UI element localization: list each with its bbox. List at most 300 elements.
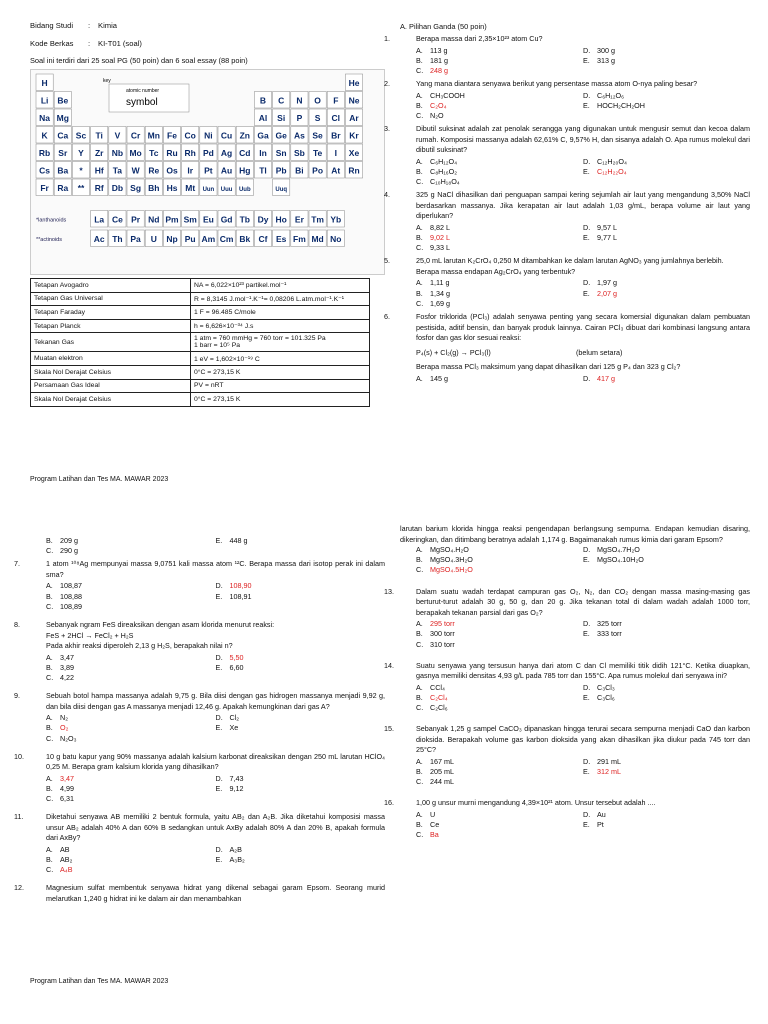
svg-text:Md: Md [311, 234, 324, 244]
option-letter: D. [583, 373, 591, 383]
answer-option [583, 374, 750, 384]
correct-answer: 108,90 [229, 581, 252, 591]
correct-answer: MgSO₄.5H₂O [430, 565, 473, 575]
answer-option [416, 243, 583, 253]
option-letter: E. [583, 820, 590, 830]
options-grid [30, 713, 385, 744]
answer-option [583, 101, 750, 111]
option-letter: B. [416, 692, 423, 702]
svg-text:W: W [131, 165, 140, 176]
element-Ta [109, 162, 126, 179]
file-code-label: Kode Berkas [30, 39, 74, 48]
svg-text:Cm: Cm [219, 234, 234, 244]
svg-text:Ti: Ti [95, 130, 103, 141]
element-Ar [345, 109, 362, 126]
option-letter: A. [416, 373, 423, 383]
answer-option [416, 619, 583, 629]
page2-right-column [384, 524, 750, 844]
question-number: 10. [14, 751, 24, 761]
element-Rf [91, 179, 108, 196]
option-text: N₂O₃ [60, 733, 77, 743]
svg-text:S: S [314, 113, 321, 123]
options-grid [400, 46, 750, 77]
svg-text:Co: Co [184, 130, 196, 141]
constant-name: Muatan elektron [31, 352, 191, 366]
correct-answer: 295 torr [430, 619, 455, 629]
element-Fm [291, 230, 308, 247]
svg-text:Pd: Pd [202, 148, 214, 158]
element-Cr [127, 127, 144, 144]
svg-text:Pm: Pm [165, 214, 179, 225]
element-Te [309, 144, 326, 161]
element-Ni [200, 127, 217, 144]
svg-text:Mg: Mg [56, 113, 69, 123]
option-letter: B. [416, 629, 423, 639]
svg-text:Si: Si [277, 113, 286, 123]
fblock-label: **actinoids [36, 237, 62, 243]
constant-value-line: NA = 6,022×10²³ partikel.mol⁻¹ [194, 282, 287, 290]
legend-legend_key: key [103, 78, 111, 84]
options-grid [30, 653, 385, 684]
question-15 [384, 724, 750, 756]
svg-text:Cs: Cs [39, 165, 51, 176]
constant-row [31, 292, 370, 306]
constant-value-line: R = 8,3145 J.mol⁻¹.K⁻¹= 0,08206 L.atm.mol⁻¹.K⁻¹ [194, 295, 344, 303]
answer-option [216, 592, 386, 602]
option-letter: E. [583, 233, 590, 243]
element-Ca [54, 127, 71, 144]
correct-answer: O₂ [60, 723, 69, 733]
constant-row [31, 393, 370, 407]
svg-text:Po: Po [312, 165, 324, 176]
element-W [127, 162, 144, 179]
svg-text:Ge: Ge [275, 130, 287, 141]
page1-left-column [30, 20, 385, 407]
option-letter: D. [215, 773, 223, 783]
constant-value [191, 333, 370, 352]
option-text: MgSO₄.10H₂O [597, 555, 644, 565]
element-Sm [182, 211, 199, 228]
option-letter: D. [583, 619, 591, 629]
option-text: C₁₀H₁₈O₄ [430, 177, 460, 187]
element-H [36, 74, 53, 91]
element-Ti [91, 127, 108, 144]
element-At [327, 162, 344, 179]
option-letter: D. [583, 278, 591, 288]
page1-right-column [384, 22, 750, 387]
constants-table [30, 278, 370, 407]
element-Uuq [273, 179, 290, 196]
element-Sr [54, 144, 71, 161]
option-letter: E. [583, 767, 590, 777]
svg-text:Sm: Sm [183, 214, 197, 225]
option-letter: E. [583, 692, 590, 702]
file-code-value: KI-T01 (soal) [98, 39, 142, 48]
constant-name: Tetapan Faraday [31, 306, 191, 320]
option-text: 145 g [430, 373, 448, 383]
element-U [145, 230, 162, 247]
element-N [291, 92, 308, 109]
answer-option [416, 223, 583, 233]
question-stem: 8. Sebanyak ngram FeS direaksikan dengan asam klorida menurut reaksi: [14, 620, 275, 630]
element-Md [309, 230, 326, 247]
constant-row [31, 365, 370, 379]
option-letter: D. [215, 581, 223, 591]
svg-text:Gd: Gd [220, 214, 233, 225]
option-letter: E. [583, 555, 590, 565]
element-Ge [273, 127, 290, 144]
svg-text:Be: Be [57, 95, 69, 106]
option-letter: A. [416, 45, 423, 55]
question-number: 1. [384, 34, 390, 43]
element-Y [72, 144, 89, 161]
option-letter: B. [46, 662, 53, 672]
element-Th [109, 230, 126, 247]
element-Li [36, 92, 53, 109]
answer-option [216, 663, 386, 673]
options-grid [30, 845, 385, 876]
svg-text:Ce: Ce [111, 214, 123, 225]
option-letter: D. [583, 682, 591, 692]
option-text: HOCH₂CH₂OH [597, 100, 645, 110]
svg-text:Li: Li [40, 95, 49, 106]
constant-value-line: 0°C = 273,15 K [194, 395, 241, 403]
question-number: 13. [384, 586, 394, 596]
option-text: C₆H₁₂O₄ [430, 156, 458, 166]
answer-option [46, 653, 216, 663]
svg-text:Ne: Ne [348, 95, 360, 106]
svg-text:Au: Au [220, 165, 233, 176]
constant-row [31, 279, 370, 293]
svg-text:Ho: Ho [275, 214, 287, 225]
svg-text:At: At [331, 165, 341, 176]
option-letter: B. [416, 555, 423, 565]
svg-text:Rn: Rn [348, 165, 360, 176]
answer-option [216, 653, 386, 663]
answer-option [416, 757, 583, 767]
svg-text:Am: Am [201, 234, 216, 244]
element-Po [309, 162, 326, 179]
element-Na [36, 109, 53, 126]
option-text: 4,22 [60, 672, 74, 682]
correct-answer: 9,02 L [430, 233, 450, 243]
option-letter: C. [46, 546, 54, 556]
element-Yb [327, 211, 344, 228]
option-letter: B. [46, 855, 53, 865]
svg-text:N: N [296, 95, 303, 106]
question-stem: 9. Sebuah botol hampa massanya adalah 9,75 g. Bila diisi dengan gas hidrogen massanya menjadi 9,92 g, dan bila diisi dengan gas A massanya menjadi 12,46 g. Apakah kemungkinan dari gas A? [14, 691, 385, 711]
element-Dy [254, 211, 271, 228]
legend-legend_atomic: atomic number [126, 88, 160, 94]
element-Mt [182, 179, 199, 196]
svg-text:Er: Er [294, 214, 304, 225]
element-Pt [200, 162, 217, 179]
element-C [273, 92, 290, 109]
answer-option [46, 845, 216, 855]
constant-name: Tetapan Planck [31, 319, 191, 333]
svg-text:He: He [348, 78, 360, 88]
option-letter: B. [416, 767, 423, 777]
element-Sg [127, 179, 144, 196]
svg-text:Fe: Fe [167, 130, 177, 141]
option-text: Pt [597, 820, 604, 830]
element-Eu [200, 211, 217, 228]
options-grid [400, 757, 750, 788]
question-2 [384, 79, 750, 90]
constant-row [31, 352, 370, 366]
element-Nb [109, 144, 126, 161]
svg-text:Eu: Eu [202, 214, 214, 225]
option-text: 244 mL [430, 777, 454, 787]
question-number: 9. [14, 691, 20, 701]
page2-footer: Program Latihan dan Tes MA. MAWAR 2023 [30, 978, 169, 985]
constant-value [191, 306, 370, 320]
svg-text:Es: Es [275, 234, 287, 244]
answer-option [583, 167, 750, 177]
options-grid [400, 810, 750, 841]
option-letter: D. [583, 156, 591, 166]
option-letter: B. [46, 536, 53, 545]
option-letter: E. [215, 662, 223, 672]
correct-answer: 2,07 g [597, 288, 617, 298]
svg-text:Ba: Ba [57, 165, 69, 176]
option-letter: A. [416, 809, 423, 819]
element-Re [145, 162, 162, 179]
option-text: N₂ [60, 713, 68, 723]
answer-option [416, 101, 583, 111]
svg-text:Pu: Pu [184, 234, 196, 244]
option-text: 448 g [229, 536, 248, 545]
option-text: 181 g [430, 55, 448, 65]
option-letter: B. [416, 55, 423, 65]
svg-text:Os: Os [166, 165, 178, 176]
page1-footer: Program Latihan dan Tes MA. MAWAR 2023 [30, 476, 169, 483]
element-Rn [345, 162, 362, 179]
svg-text:**: ** [77, 183, 85, 193]
option-letter: A. [416, 545, 423, 554]
question-11 [14, 812, 385, 844]
constant-value-line: 1 eV = 1,602×10⁻¹⁹ C [194, 355, 260, 363]
constant-value [191, 352, 370, 366]
element-V [109, 127, 126, 144]
svg-text:C: C [278, 95, 285, 106]
option-text: 108,91 [229, 591, 252, 601]
option-letter: B. [416, 100, 423, 110]
svg-text:Nb: Nb [111, 148, 124, 158]
options-grid [400, 545, 750, 576]
element-Fr [36, 179, 53, 196]
file-code-line [30, 38, 385, 56]
option-letter: E. [583, 629, 590, 639]
section-a-title: A. Pilihan Ganda (50 poin) [400, 22, 487, 31]
option-letter: A. [416, 682, 423, 692]
element-Uun [200, 179, 217, 196]
option-letter: E. [215, 723, 223, 733]
svg-text:Ni: Ni [204, 130, 213, 141]
option-letter: C. [46, 672, 54, 682]
correct-answer: A₄B [60, 865, 73, 875]
svg-text:Ra: Ra [57, 183, 69, 193]
option-letter: E. [215, 591, 223, 601]
correct-answer: C₂O₄ [430, 100, 447, 110]
answer-option [583, 757, 750, 767]
svg-text:Hs: Hs [166, 183, 178, 193]
svg-text:Ca: Ca [57, 130, 69, 141]
option-letter: E. [583, 55, 590, 65]
constant-name: Tetapan Gas Universal [31, 292, 191, 306]
question-number: 2. [384, 79, 390, 89]
options-grid [400, 278, 750, 309]
svg-text:Xe: Xe [348, 148, 360, 158]
answer-option [583, 289, 750, 299]
constant-value-line: 1 atm = 760 mmHg = 760 torr = 101.325 Pa [194, 335, 326, 343]
element-Ho [273, 211, 290, 228]
element-* [72, 162, 89, 179]
question-number: 7. [14, 559, 20, 569]
element-Pa [127, 230, 144, 247]
option-text: 310 torr [430, 639, 455, 649]
question-number: 6. [384, 312, 390, 322]
element-La [91, 211, 108, 228]
element-Kr [345, 127, 362, 144]
svg-text:Cf: Cf [258, 234, 268, 244]
option-text: 167 mL [430, 756, 454, 766]
element-Si [273, 109, 290, 126]
svg-text:Al: Al [258, 113, 268, 123]
svg-text:Db: Db [111, 183, 124, 193]
element-Al [254, 109, 271, 126]
answer-option [416, 629, 583, 639]
element-Ra [54, 179, 71, 196]
answer-option [583, 91, 750, 101]
element-I [327, 144, 344, 161]
svg-text:Ru: Ru [166, 148, 178, 158]
option-text: 300 g [597, 45, 615, 55]
option-letter: C. [416, 177, 424, 187]
option-letter: A. [416, 222, 423, 232]
option-letter: C. [416, 65, 424, 75]
spacer [400, 716, 750, 724]
options-grid [400, 683, 750, 714]
option-text: 313 g [597, 55, 615, 65]
constant-row [31, 379, 370, 393]
svg-text:Th: Th [112, 234, 123, 244]
option-text: 6,60 [229, 662, 244, 672]
answer-option [583, 767, 750, 777]
answer-option [46, 774, 216, 784]
option-text: A₂B [229, 844, 242, 854]
element-Ir [182, 162, 199, 179]
option-letter: D. [583, 222, 591, 232]
element-Fe [163, 127, 180, 144]
svg-text:Rh: Rh [184, 148, 196, 158]
colon: : [88, 21, 91, 30]
correct-answer: 248 g [430, 65, 448, 75]
constant-value-line: 0°C = 273,15 K [194, 368, 241, 376]
question-stem: 2. Yang mana diantara senyawa berikut yang persentase massa atom O-nya paling besar? [384, 79, 698, 89]
option-text: 108,87 [60, 581, 82, 591]
answer-option [46, 794, 216, 804]
element-Uub [236, 179, 253, 196]
answer-option [46, 546, 216, 556]
answer-option [46, 581, 216, 591]
element-Hs [163, 179, 180, 196]
element-S [309, 109, 326, 126]
option-text: 3,89 [60, 662, 74, 672]
question-stem: 6. Fosfor triklorida (PCl₃) adalah senyawa penting yang secara komersial digunakan dalam pembuatan pestisida, aditif bensin, dan banyak produk lainnya. Cairan PCl₃ dibuat dari kombinasi langsung antara fosfor dan gas klor sesuai reaksi: [384, 312, 750, 343]
option-text: C₃Cl₆ [597, 692, 615, 702]
option-text: 108,88 [60, 591, 82, 601]
answer-option [46, 673, 216, 683]
svg-text:H: H [41, 78, 48, 88]
element-Os [163, 162, 180, 179]
answer-option [416, 703, 583, 713]
element-Cu [218, 127, 235, 144]
svg-text:Sc: Sc [75, 130, 87, 141]
options-grid [30, 774, 385, 805]
constant-value-line: 1 barr = 10⁵ Pa [194, 342, 241, 350]
answer-option [416, 820, 583, 830]
option-text: 9,77 L [597, 233, 617, 243]
constant-row [31, 319, 370, 333]
option-letter: C. [46, 794, 54, 804]
element-Pr [127, 211, 144, 228]
svg-text:Mo: Mo [129, 148, 142, 158]
option-text: 108,89 [60, 601, 82, 611]
option-letter: D. [583, 756, 591, 766]
element-Cd [236, 144, 253, 161]
answer-option [46, 855, 216, 865]
answer-option [46, 592, 216, 602]
element-Tc [145, 144, 162, 161]
svg-text:Hf: Hf [94, 165, 104, 176]
constant-name: Skala Nol Derajat Celsius [31, 393, 191, 407]
option-text: C₆H₁₂O₆ [597, 90, 624, 100]
option-text: C₃Cl₃ [597, 682, 615, 692]
question-stem: 3. Dibutil suksinat adalah zat penolak serangga yang digunakan untuk mengusir semut dan kecoa dalam rumah. Komposisi massanya adalah 62,61% C, 9,57% H, dan sisanya adalah O. Apa rumus molekul dari dibutil suksinat? [384, 124, 750, 155]
option-letter: E. [583, 166, 590, 176]
svg-text:B: B [259, 95, 267, 106]
question-7 [14, 559, 385, 580]
correct-answer: Ba [430, 830, 439, 840]
svg-text:Ar: Ar [349, 113, 359, 123]
option-text: AB [60, 844, 70, 854]
option-text: MgSO₄.H₂O [430, 545, 469, 554]
option-text: CCl₄ [430, 682, 445, 692]
element-Cs [36, 162, 53, 179]
question-stem: 10. 10 g batu kapur yang 90% massanya adalah kalsium karbonat direaksikan dengan 250 mL larutan HClO₄ 0,25 M. Berapa gram kalsium klorida yang dihasilkan? [14, 751, 385, 772]
option-letter: D. [215, 713, 223, 723]
question-number: 15. [384, 724, 394, 734]
option-text: Au [597, 809, 606, 819]
correct-answer: 3,47 [60, 773, 74, 783]
svg-text:Mt: Mt [185, 183, 196, 193]
svg-text:Ac: Ac [93, 234, 105, 244]
option-text: 291 mL [597, 756, 621, 766]
answer-option [583, 278, 750, 288]
svg-text:Ag: Ag [220, 148, 233, 158]
options-grid [400, 619, 750, 650]
question-3 [384, 124, 750, 156]
svg-text:Na: Na [39, 113, 51, 123]
element-Ba [54, 162, 71, 179]
svg-text:No: No [330, 234, 342, 244]
answer-option [416, 374, 583, 384]
option-letter: D. [583, 809, 591, 819]
question-number: 5. [384, 256, 390, 266]
question-stem: 5. 25,0 mL larutan K₂CrO₄ 0,250 M ditambahkan ke dalam larutan AgNO₃ yang jumlahnya berlebih. [384, 256, 724, 266]
option-letter: E. [215, 783, 223, 793]
